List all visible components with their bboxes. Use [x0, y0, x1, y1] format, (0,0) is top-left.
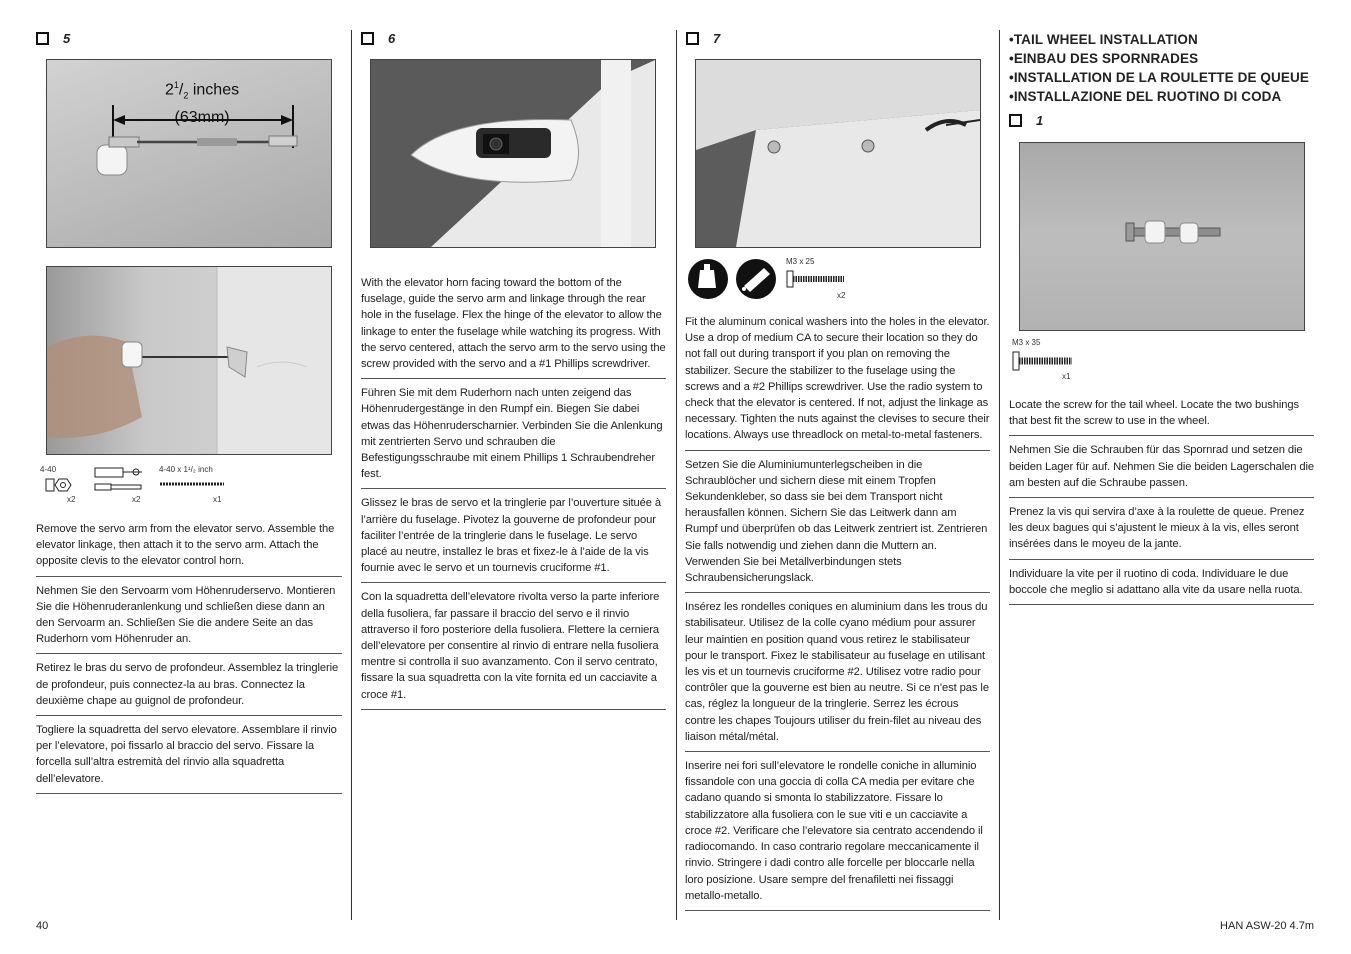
paragraph-de: Nehmen Sie den Servoarm vom Höhenruderservo. Montieren Sie die Höhenruderanlenkung und schließen diese dann an den Servoarm an. Schließen Sie die andere Seite an das Ruderhorn vom Höhenruder an.: [36, 577, 342, 655]
nut-icon: [45, 477, 73, 493]
servo-fuselage-photo: [370, 59, 656, 248]
paragraph-en: Fit the aluminum conical washers into the holes in the elevator. Use a drop of medium CA to secure their location so they do not fall out during transport if you plan on removing the stabilizer. Secure the stabilizer to the fuselage using the screws and a #2 Phillips screwdriver. Use the radio system to check that the elevator is centered. If not, adjust the linkage as necessary. Tighten the nuts against the clevises to secure their locations. Always use threadlock on metal-to-metal fasteners.: [685, 314, 990, 451]
heading-en: •TAIL WHEEL INSTALLATION: [1009, 32, 1198, 47]
column-tail-wheel: [1009, 28, 1314, 130]
paragraph-en: With the elevator horn facing toward the bottom of the fuselage, guide the servo arm and linkage through the rear hole in the fuselage. Flex the hinge of the elevator to allow the linkage to enter the fuselage while watching its progress. With the servo centered, attach the servo arm to the servo using the screw provided with the servo and a #1 Phillips screwdriver.: [361, 275, 666, 379]
threadlock-icon: [686, 258, 730, 300]
column-divider: [999, 30, 1000, 920]
paragraph-fr: Insérez les rondelles coniques en aluminium dans les trous du stabilisateur. Utilisez de la colle cyano médium pour assurer leur maintien en position quand vous retirez le stabilisateur pour le transport. Fixez le stabilisateur au fuselage en utilisant les vis et un tournevis cruciforme #2. Utilisez votre radio pour contrôler que la gouverne est bien au neutre. Si ce n’est pas le cas, réglez la longueur de la tringlerie. Serrez les écrous contre les chapes Toujours utiliser du frein-filet au niveau des liaison métal/métal.: [685, 593, 990, 752]
tail-wheel-parts-photo: [1019, 142, 1305, 331]
instructions-step-5: [36, 521, 342, 794]
section-headings: [1009, 30, 1314, 106]
fuselage-illustration: [371, 60, 655, 247]
stabilizer-photo: [695, 59, 981, 248]
instructions-step-6: [361, 275, 666, 710]
paragraph-it: Inserire nei fori sull’elevatore le rondelle coniche in alluminio fissandole con una goccia di colla CA media per evitare che cadano quando si smonta lo stabilizzatore. Fissare lo stabilizzatore alla fusoliera con le sue viti e un cacciavite a croce #2. Verificare che l’elevatore sia centrato accendendo il radiocomando. In caso contrario regolare meccanicamente il rinvio. Stringere i dadi contro alle forcelle per bloccarle nella loro posizione. Usare sempre del frenafiletti nei fissaggi metallo-metallo.: [685, 752, 990, 911]
paragraph-it: Togliere la squadretta del servo elevatore. Assemblare il rinvio per l’elevatore, poi fissarlo al braccio del servo. Fissare la forcella sull’altra estremità del rinvio alla squadretta dell’elevatore.: [36, 716, 342, 794]
column-step-6: [361, 28, 666, 48]
nut-label: 4-40: [40, 465, 57, 474]
paragraph-fr: Retirez le bras du servo de profondeur. Assemblez la tringlerie de profondeur, puis connectez-la au bras. Connectez la deuxième chape au guignol de profondeur.: [36, 654, 342, 716]
screw-qty: x2: [837, 291, 846, 300]
checkbox-icon[interactable]: [361, 32, 374, 45]
nut-qty: x2: [67, 495, 76, 504]
paragraph-it: Individuare la vite per il ruotino di coda. Individuare le due boccole che meglio si adattano alla vite da usare nella ruota.: [1009, 560, 1314, 605]
step-number: 5: [63, 30, 71, 46]
heading-de: •EINBAU DES SPORNRADES: [1009, 51, 1199, 66]
instructions-step-1: [1009, 397, 1314, 605]
paragraph-de: Führen Sie mit dem Ruderhorn nach unten zeigend das Höhenrudergestänge in den Rumpf ein. Biegen Sie dabei etwas das Höhenruderscharnier. Verbinden Sie die Anlenkung mit zentrierten Servo und schrauben die Befestigungsschraube mit einem Phillips 1 Schraubendreher fest.: [361, 379, 666, 489]
page-number: 40: [36, 920, 49, 932]
paragraph-fr: Glissez le bras de servo et la tringlerie par l’ouverture située à l’arrière du fuselage. Pivotez la gouverne de profondeur pour faciliter l’entrée de la tringlerie dans le fuselage. Le servo placé au neutre, installez le bras et fixez-le à l’aide de la vis fournie avec le servo et un tournevis cruciforme #1.: [361, 489, 666, 583]
screw-icon: [1012, 351, 1074, 371]
step-header: [36, 28, 342, 48]
instructions-step-7: [685, 314, 990, 911]
paragraph-it: Con la squadretta dell’elevatore rivolta verso la parte inferiore della fusoliera, far passare il braccio del servo e il rinvio attraverso il foro posteriore della fusoliera. Flettere la cerniera dell’elevatore per consentire al rinvio di entrare nella fusoliera mentre si controlla il suo avanzamento. Con il servo centrato, fissare la sua squadretta con la vite fornita ed un cacciavite a croce #1.: [361, 583, 666, 709]
clevis-qty: x2: [132, 495, 141, 504]
screw-icon: [786, 270, 846, 288]
heading-fr: •INSTALLATION DE LA ROULETTE DE QUEUE: [1009, 70, 1309, 85]
step-number: 1: [1036, 112, 1044, 128]
column-divider: [351, 30, 352, 920]
screw-qty: x1: [1062, 372, 1071, 381]
step-number: 6: [388, 30, 396, 46]
linkage-measure-photo: [46, 59, 332, 248]
column-step-7: [686, 28, 991, 48]
rod-qty: x1: [213, 495, 222, 504]
checkbox-icon[interactable]: [36, 32, 49, 45]
checkbox-icon[interactable]: [686, 32, 699, 45]
column-step-5: [36, 28, 342, 48]
paragraph-fr: Prenez la vis qui servira d’axe à la roulette de queue. Prenez les deux bagues qui s’ajustent le mieux à la vis, elles seront insérées dans le moyeu de la jante.: [1009, 498, 1314, 560]
elevator-illustration: [47, 267, 331, 454]
paragraph-de: Setzen Sie die Aluminiumunterlegscheiben in die Schraublöcher und sichern diese mit einem Tropfen Sekundenkleber, so dass sie bei dem Transport nicht herausfallen können. Sichern Sie das Leitwerk dann am Rumpf und überprüfen ob das Leitwerk zentriert ist. Zentrieren Sie falls notwendig und ziehen dann die Muttern an. Verwenden Sie bei Metallverbindungen stets Schraubensicherungslack.: [685, 451, 990, 594]
step-header: [1009, 110, 1314, 130]
screw-label: M3 x 35: [1012, 338, 1041, 347]
column-divider: [676, 30, 677, 920]
screw-bushings-illustration: [1020, 143, 1304, 330]
paragraph-de: Nehmen Sie die Schrauben für das Spornrad und setzen die beiden Lager für auf. Nehmen Sie die beiden Lagerschalen die am besten auf die Schraube passen.: [1009, 436, 1314, 498]
threaded-rod-icon: [159, 479, 225, 489]
model-name: HAN ASW-20 4.7m: [1220, 920, 1314, 932]
hardware-list-step-7: [686, 256, 886, 301]
step-header: [686, 28, 991, 48]
paragraph-en: Locate the screw for the tail wheel. Locate the two bushings that best fit the screw to use in the wheel.: [1009, 397, 1314, 436]
hardware-list-step-5: [40, 463, 240, 508]
measurement-label: $2^1/_2$ inches (63mm): [165, 80, 240, 126]
elevator-horn-photo: [46, 266, 332, 455]
ca-glue-icon: [734, 258, 778, 300]
step-header: [361, 28, 666, 48]
hardware-list-step-1: [1011, 337, 1131, 382]
checkbox-icon[interactable]: [1009, 114, 1022, 127]
rod-label: 4-40 x 1¹/₂ inch: [159, 465, 213, 474]
step-number: 7: [713, 30, 721, 46]
clevis-icon: [94, 466, 144, 496]
paragraph-en: Remove the servo arm from the elevator servo. Assemble the elevator linkage, then attach it to the servo arm. Attach the opposite clevis to the elevator control horn.: [36, 521, 342, 577]
stabilizer-illustration: [696, 60, 980, 247]
screw-label: M3 x 25: [786, 257, 815, 266]
heading-it: •INSTALLAZIONE DEL RUOTINO DI CODA: [1009, 89, 1282, 104]
